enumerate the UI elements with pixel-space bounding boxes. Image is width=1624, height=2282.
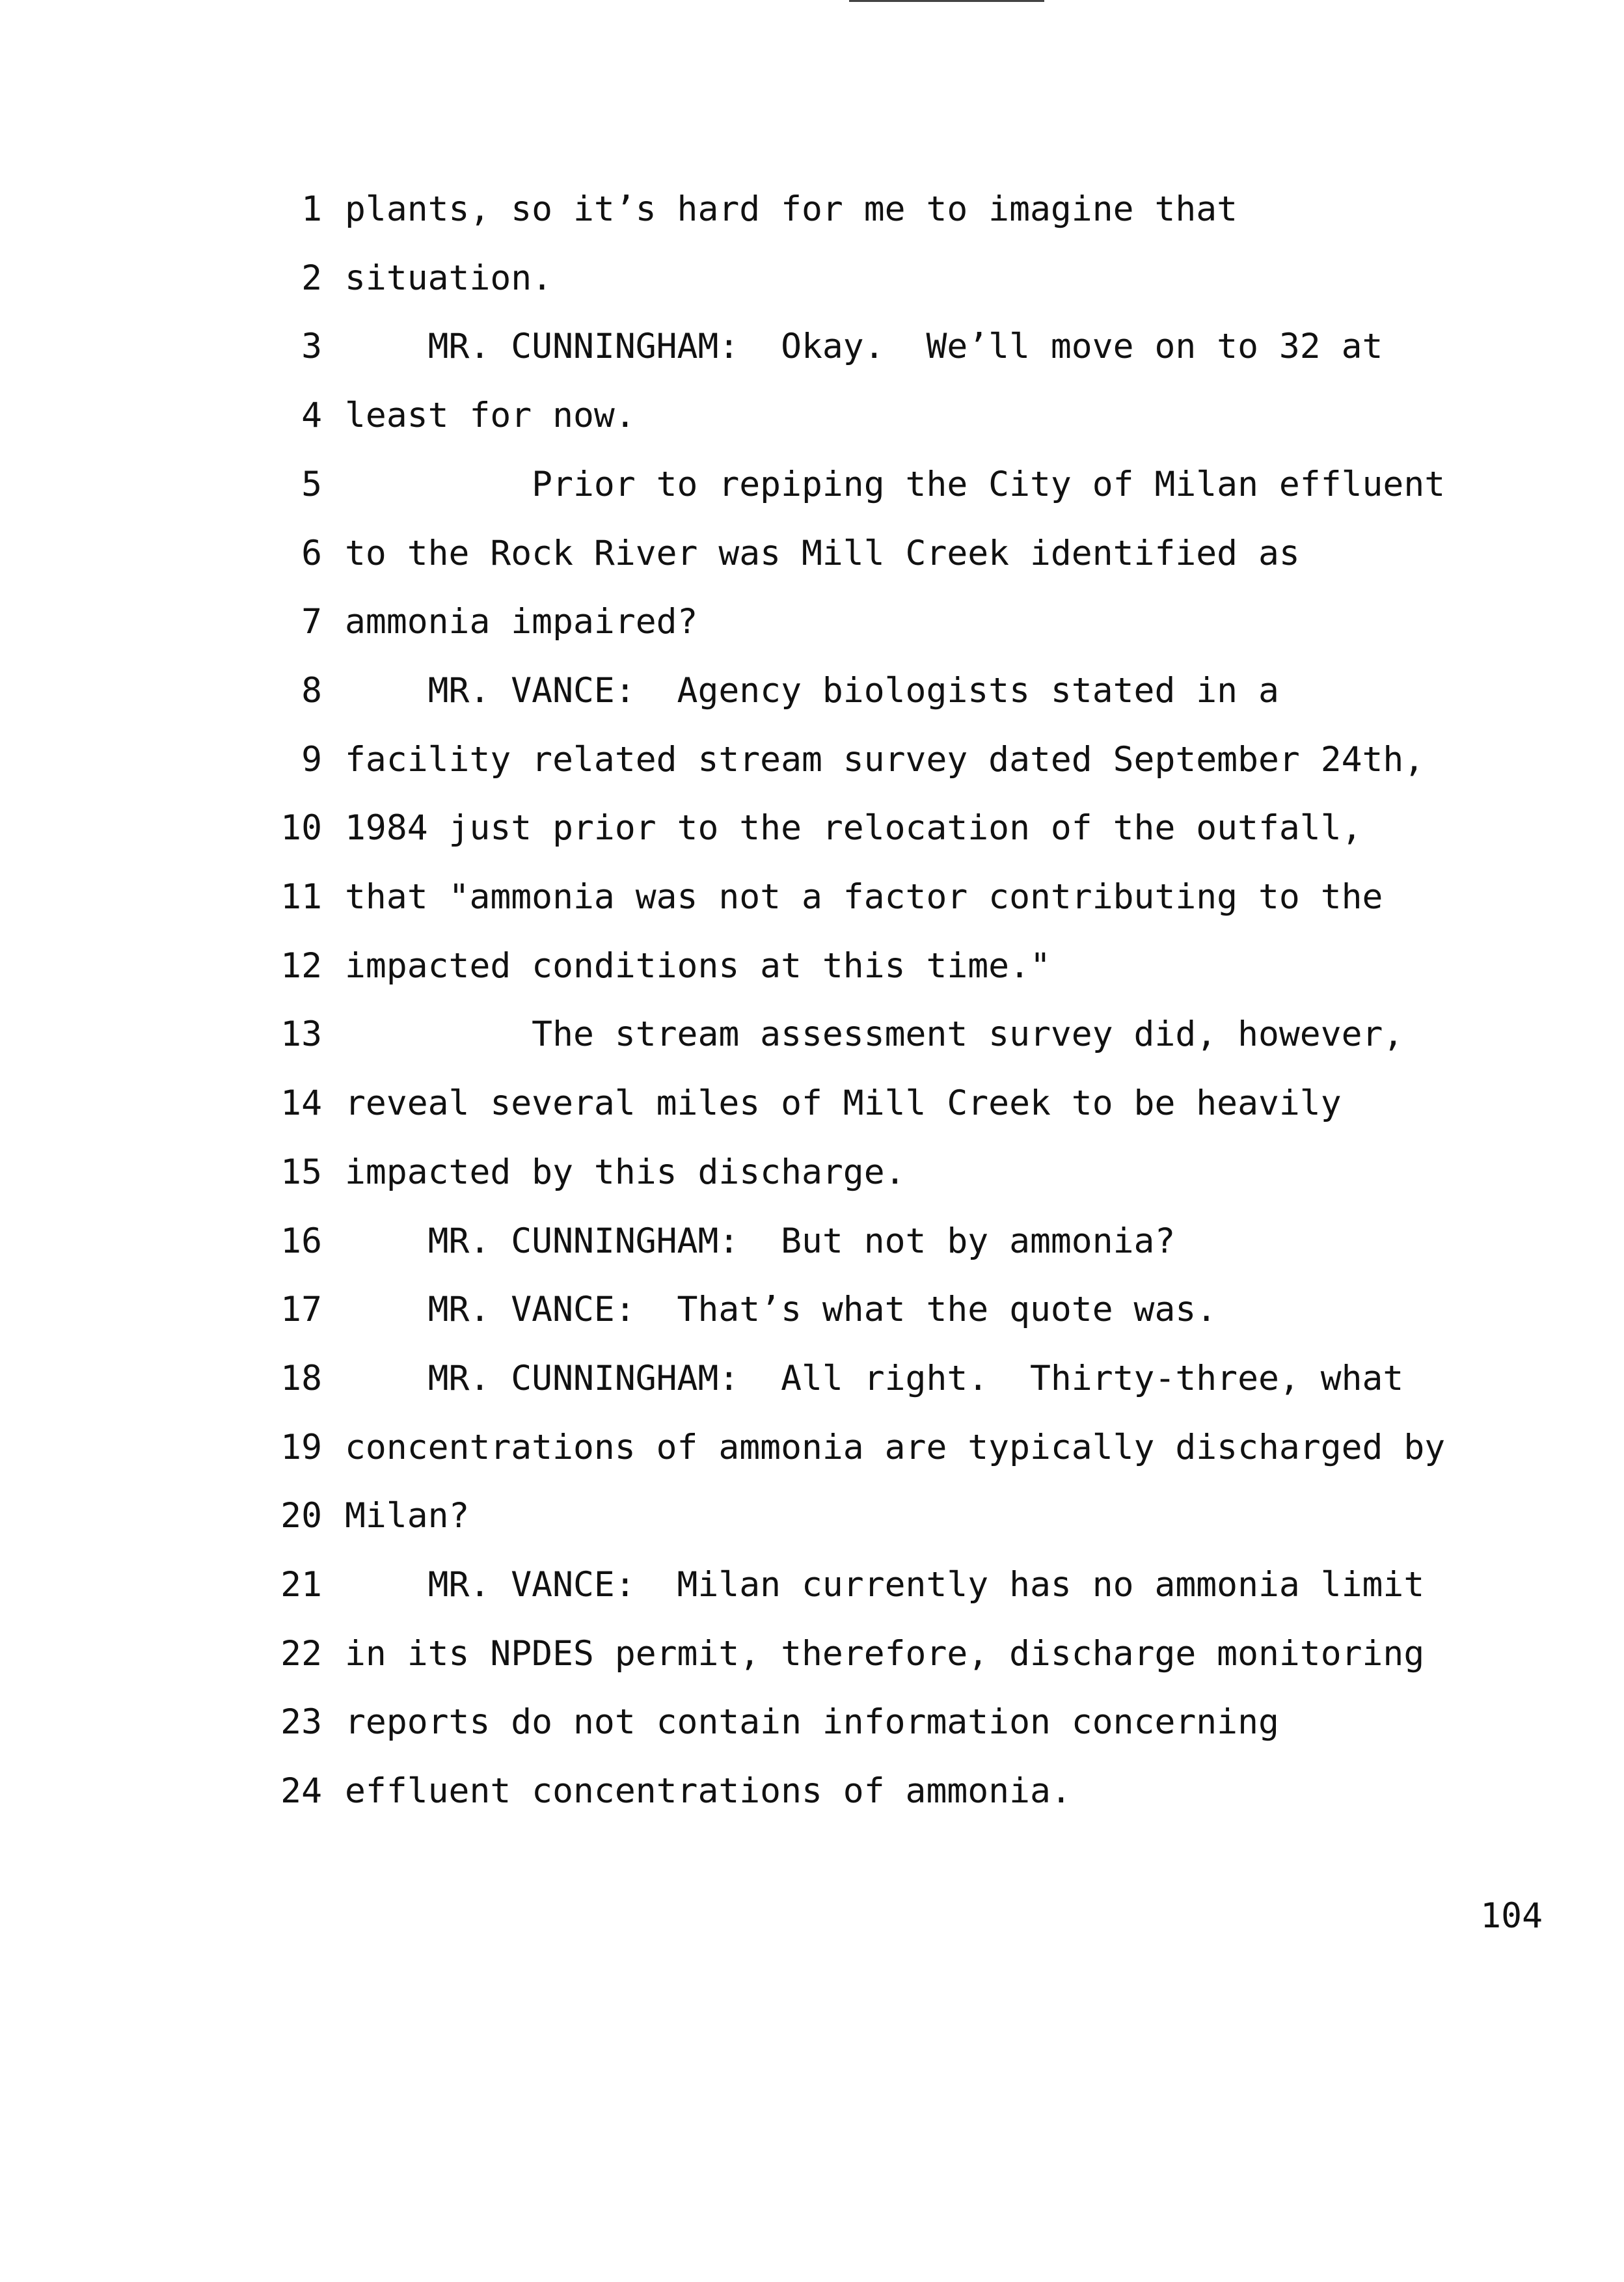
line-text: least for now.	[345, 396, 636, 436]
transcript-line	[0, 1009, 1624, 1061]
line-number: 12	[280, 945, 322, 986]
line-text: MR. VANCE: That’s what the quote was.	[345, 1290, 1217, 1330]
line-number: 18	[280, 1358, 322, 1398]
transcript-line	[0, 1284, 1624, 1336]
line-text: facility related stream survey dated September 24th,	[345, 739, 1425, 780]
line-text: MR. CUNNINGHAM: Okay. We’ll move on to 32 at	[345, 327, 1383, 367]
line-text: impacted conditions at this time."	[345, 945, 1051, 986]
line-number: 10	[280, 808, 322, 849]
line-text: effluent concentrations of ammonia.	[345, 1771, 1072, 1812]
transcript-line	[0, 390, 1624, 442]
line-number: 11	[280, 877, 322, 917]
line-number: 4	[301, 396, 322, 436]
line-text: MR. VANCE: Milan currently has no ammonia limit	[345, 1565, 1425, 1605]
line-number: 19	[280, 1427, 322, 1467]
transcript-line	[0, 665, 1624, 717]
line-number: 14	[280, 1083, 322, 1124]
line-number: 16	[280, 1221, 322, 1261]
line-text: reports do not contain information concerning	[345, 1702, 1279, 1743]
transcript-line	[0, 1216, 1624, 1268]
line-number: 8	[301, 670, 322, 711]
line-text: to the Rock River was Mill Creek identified as	[345, 533, 1300, 573]
transcript-line	[0, 734, 1624, 786]
line-text: situation.	[345, 258, 553, 298]
transcript-line	[0, 596, 1624, 648]
line-number: 6	[301, 533, 322, 573]
line-number: 9	[301, 739, 322, 780]
line-number: 20	[280, 1496, 322, 1536]
line-text: in its NPDES permit, therefore, discharge monitoring	[345, 1633, 1425, 1674]
line-text: Milan?	[345, 1496, 470, 1536]
transcript-line	[0, 1696, 1624, 1748]
transcript-line	[0, 183, 1624, 236]
line-text: MR. CUNNINGHAM: All right. Thirty-three, what	[345, 1358, 1404, 1398]
line-number: 3	[301, 327, 322, 367]
transcript-line	[0, 1765, 1624, 1817]
transcript-line	[0, 802, 1624, 854]
transcript-line	[0, 871, 1624, 923]
line-text: MR. VANCE: Agency biologists stated in a	[345, 670, 1279, 711]
line-number: 2	[301, 258, 322, 298]
transcript-line	[0, 1078, 1624, 1130]
line-number: 13	[280, 1014, 322, 1055]
line-text: plants, so it’s hard for me to imagine that	[345, 189, 1238, 229]
line-number: 15	[280, 1152, 322, 1192]
top-rule	[849, 0, 1044, 2]
transcript-line	[0, 459, 1624, 511]
line-text: impacted by this discharge.	[345, 1152, 906, 1192]
transcript-line	[0, 528, 1624, 580]
line-text: ammonia impaired?	[345, 602, 698, 642]
page-number: 104	[1480, 1896, 1543, 1936]
transcript-line	[0, 1353, 1624, 1405]
line-text: MR. CUNNINGHAM: But not by ammonia?	[345, 1221, 1176, 1261]
transcript-line	[0, 940, 1624, 992]
line-number: 22	[280, 1633, 322, 1674]
transcript-line	[0, 1490, 1624, 1542]
line-text: reveal several miles of Mill Creek to be heavily	[345, 1083, 1342, 1124]
line-number: 7	[301, 602, 322, 642]
transcript-line	[0, 1147, 1624, 1199]
line-number: 1	[301, 189, 322, 229]
transcript-line	[0, 321, 1624, 373]
line-text: 1984 just prior to the relocation of the outfall,	[345, 808, 1362, 849]
transcript-line	[0, 1559, 1624, 1611]
transcript-line	[0, 1422, 1624, 1474]
line-text: concentrations of ammonia are typically discharged by	[345, 1427, 1446, 1467]
line-text: that "ammonia was not a factor contributing to the	[345, 877, 1383, 917]
line-number: 24	[280, 1771, 322, 1812]
line-number: 21	[280, 1565, 322, 1605]
line-text: Prior to repiping the City of Milan effluent	[345, 464, 1446, 504]
line-number: 23	[280, 1702, 322, 1743]
transcript-line	[0, 252, 1624, 305]
line-number: 17	[280, 1290, 322, 1330]
line-number: 5	[301, 464, 322, 504]
line-text: The stream assessment survey did, however,	[345, 1014, 1404, 1055]
transcript-line	[0, 1628, 1624, 1680]
